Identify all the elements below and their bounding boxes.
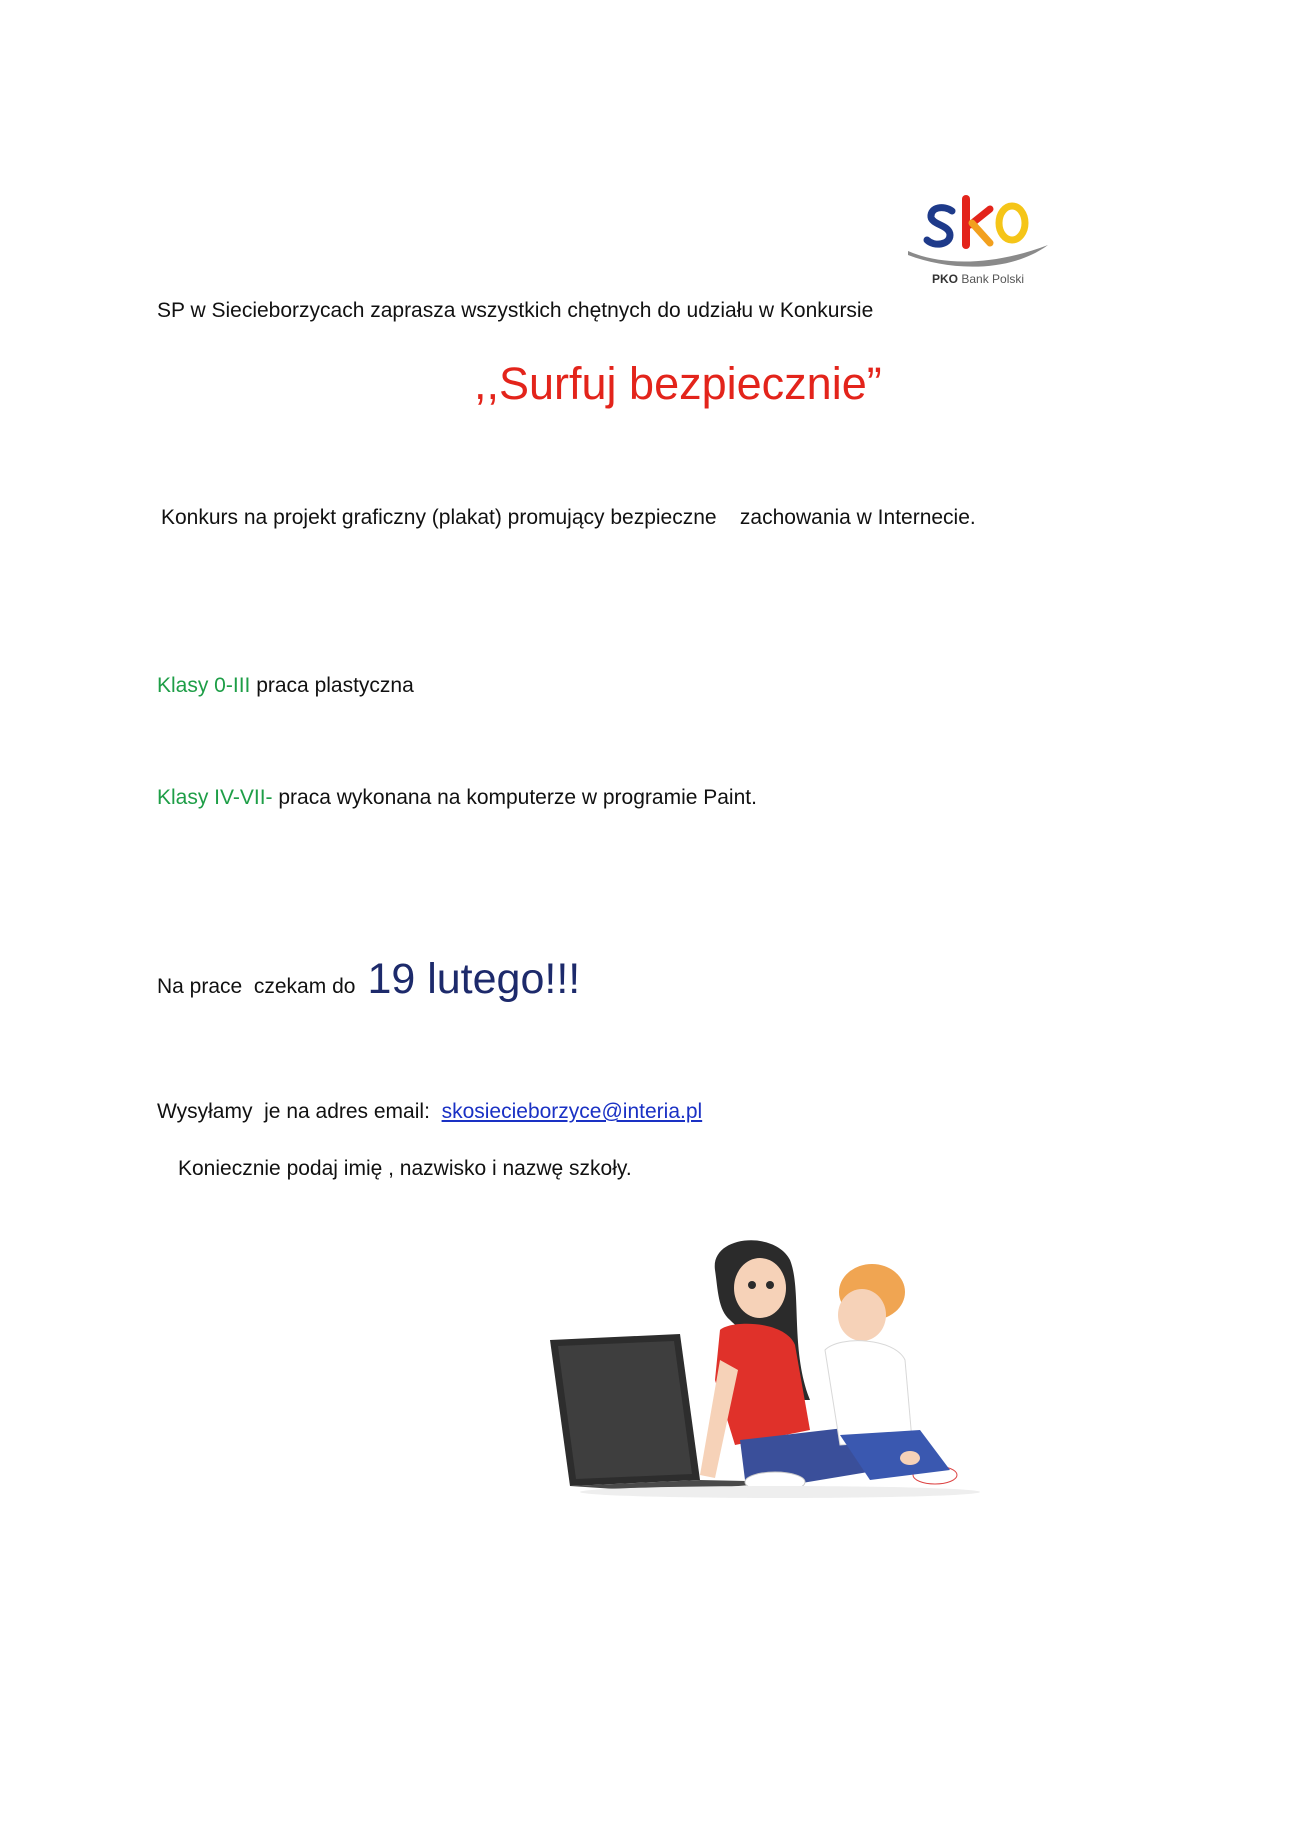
email-prefix: Wysyłamy je na adres email: <box>157 1100 442 1123</box>
deadline-date: 19 lutego!!! <box>367 955 581 1003</box>
class-line-0-3 <box>157 674 414 698</box>
children-laptop-illustration <box>540 1230 1010 1500</box>
class-task-text: praca plastyczna <box>250 674 414 697</box>
deadline-prefix: Na prace czekam do <box>157 975 356 998</box>
sko-logo-icon <box>900 185 1060 275</box>
email-line <box>157 1100 702 1124</box>
contest-description: Konkurs na projekt graficzny (plakat) promujący bezpieczne zachowania w Internecie. <box>161 506 976 529</box>
class-label: Klasy 0-III <box>157 674 251 697</box>
contest-title: ,,Surfuj bezpiecznie” <box>474 358 882 409</box>
deadline-line <box>157 955 580 1004</box>
email-link[interactable]: skosiecieborzyce@interia.pl <box>441 1100 703 1123</box>
sko-logo <box>900 185 1060 295</box>
intro-text: SP w Siecieborzycach zaprasza wszystkich chętnych do udziału w Konkursie <box>157 299 874 322</box>
logo-caption: PKO Bank Polski <box>932 272 1025 286</box>
class-line-4-7 <box>157 786 757 810</box>
class-label: Klasy IV-VII- <box>157 786 273 809</box>
required-info-note: Koniecznie podaj imię , nazwisko i nazwę szkoły. <box>178 1157 632 1180</box>
class-task-text: praca wykonana na komputerze w programie Paint. <box>272 786 757 809</box>
